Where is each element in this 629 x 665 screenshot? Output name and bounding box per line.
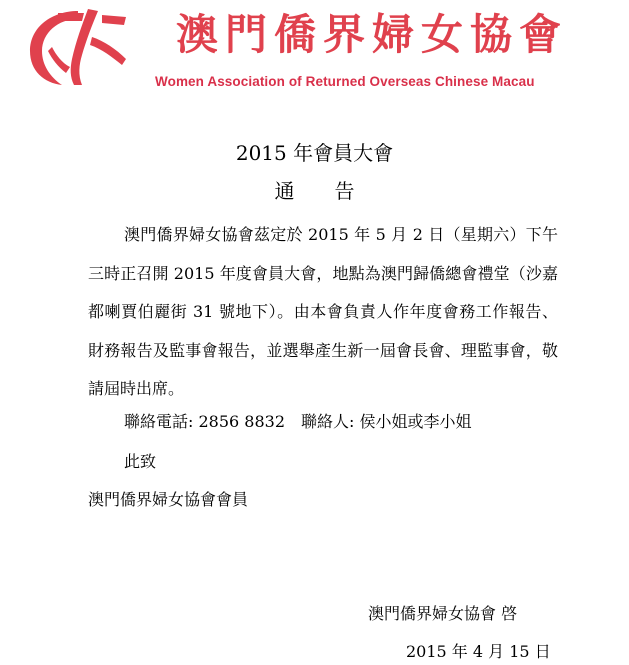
- letterhead: [0, 0, 629, 110]
- contact-phone: 聯絡電話: 2856 8832: [124, 412, 286, 431]
- addressee: 澳門僑界婦女協會會員: [88, 490, 249, 509]
- notice-date: 2015 年 4 月 15 日: [406, 642, 551, 661]
- subtitle-char-1: 通: [274, 179, 295, 203]
- closing-salutation: 此致: [124, 452, 157, 471]
- association-logo-icon: [22, 7, 130, 87]
- org-name-chinese: 澳門僑界婦女協會: [176, 10, 569, 59]
- notice-subtitle: [0, 178, 629, 204]
- contact-line: [124, 410, 472, 434]
- notice-body: 澳門僑界婦女協會茲定於 2015 年 5 月 2 日（星期六）下午三時正召開 2015 年度會員大會，地點為澳門歸僑總會禮堂（沙嘉都喇賈伯麗街 31 號地下）。由本會負責人作年度會務工作報告、財務報告及監事會報告，並選舉產生新一屆會長會、理監事會，敬請屆時出席。: [88, 225, 558, 398]
- org-name-english: Women Association of Returned Overseas Chinese Macau: [155, 74, 535, 89]
- notice-title: 2015 年會員大會: [235, 141, 394, 165]
- signature: 澳門僑界婦女協會 啓: [368, 604, 518, 623]
- subtitle-char-2: 告: [334, 179, 355, 203]
- contact-person: 聯絡人: 侯小姐或李小姐: [301, 412, 472, 431]
